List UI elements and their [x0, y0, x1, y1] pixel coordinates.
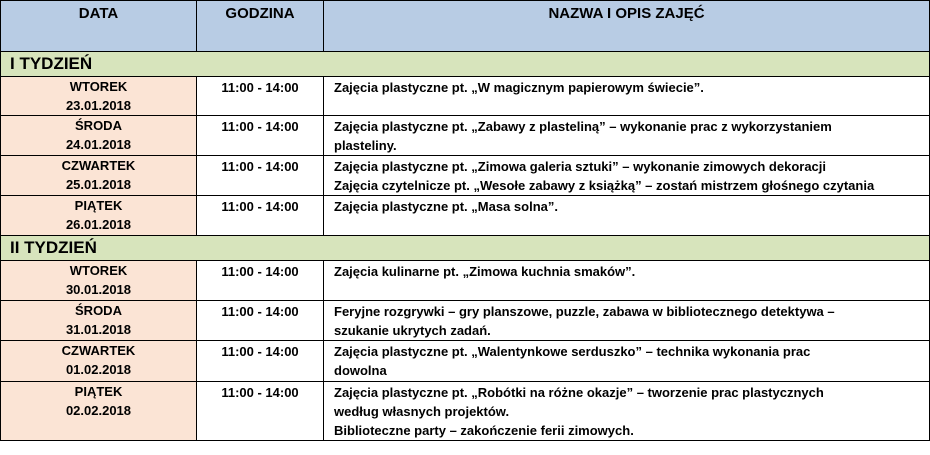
day-name: ŚRODA	[75, 118, 122, 133]
header-row	[1, 1, 930, 52]
header-description: NAZWA I OPIS ZAJĘĆ	[324, 1, 930, 52]
day-name: WTOREK	[69, 263, 128, 278]
date-cell	[1, 341, 197, 382]
date-value: 26.01.2018	[65, 217, 132, 232]
schedule-body	[1, 52, 930, 441]
day-name: ŚRODA	[75, 303, 122, 318]
description-cell	[324, 382, 930, 441]
table-row	[1, 382, 930, 441]
table-row	[1, 156, 930, 196]
week-title: II TYDZIEŃ	[1, 236, 930, 261]
description-line: Zajęcia kulinarne pt. „Zimowa kuchnia smaków”.	[334, 264, 636, 279]
description-cell	[324, 116, 930, 156]
date-value: 23.01.2018	[65, 98, 132, 113]
description-cell	[324, 341, 930, 382]
header-time: GODZINA	[197, 1, 324, 52]
table-row	[1, 261, 930, 301]
description-line: dowolna	[334, 363, 387, 378]
date-value: 25.01.2018	[65, 177, 132, 192]
description-line: Zajęcia plastyczne pt. „Zimowa galeria sztuki” – wykonanie zimowych dekoracji	[334, 159, 827, 174]
time-cell: 11:00 - 14:00	[197, 77, 324, 116]
date-value: 31.01.2018	[65, 322, 132, 337]
date-cell	[1, 382, 197, 441]
date-cell	[1, 301, 197, 341]
date-value: 24.01.2018	[65, 137, 132, 152]
description-cell	[324, 301, 930, 341]
time-cell: 11:00 - 14:00	[197, 261, 324, 301]
time-cell: 11:00 - 14:00	[197, 341, 324, 382]
table-row	[1, 116, 930, 156]
time-cell: 11:00 - 14:00	[197, 116, 324, 156]
table-row	[1, 196, 930, 236]
week-title: I TYDZIEŃ	[1, 52, 930, 77]
day-name: CZWARTEK	[61, 158, 136, 173]
description-line: Zajęcia czytelnicze pt. „Wesołe zabawy z książką” – zostań mistrzem głośnego czytania	[334, 178, 875, 193]
date-cell	[1, 196, 197, 236]
time-cell: 11:00 - 14:00	[197, 196, 324, 236]
description-line: plasteliny.	[334, 138, 397, 153]
description-cell	[324, 196, 930, 236]
date-cell	[1, 156, 197, 196]
description-line: Zajęcia plastyczne pt. „W magicznym papierowym świecie”.	[334, 80, 704, 95]
week-row	[1, 52, 930, 77]
day-name: PIĄTEK	[74, 384, 123, 399]
week-row	[1, 236, 930, 261]
day-name: WTOREK	[69, 79, 128, 94]
header-date: DATA	[1, 1, 197, 52]
date-cell	[1, 77, 197, 116]
date-value: 30.01.2018	[65, 282, 132, 297]
date-value: 01.02.2018	[65, 362, 132, 377]
description-line: według własnych projektów.	[334, 404, 510, 419]
description-line: szukanie ukrytych zadań.	[334, 323, 491, 338]
description-line: Zajęcia plastyczne pt. „Masa solna”.	[334, 199, 558, 214]
table-row	[1, 341, 930, 382]
day-name: PIĄTEK	[74, 198, 123, 213]
date-cell	[1, 261, 197, 301]
description-cell	[324, 77, 930, 116]
table-row	[1, 301, 930, 341]
date-cell	[1, 116, 197, 156]
time-cell: 11:00 - 14:00	[197, 301, 324, 341]
time-cell: 11:00 - 14:00	[197, 156, 324, 196]
description-line: Biblioteczne party – zakończenie ferii zimowych.	[334, 423, 634, 438]
description-line: Zajęcia plastyczne pt. „Zabawy z plasteliną” – wykonanie prac z wykorzystaniem	[334, 119, 832, 134]
description-line: Feryjne rozgrywki – gry planszowe, puzzle, zabawa w bibliotecznego detektywa –	[334, 304, 835, 319]
day-name: CZWARTEK	[61, 343, 136, 358]
description-cell	[324, 261, 930, 301]
description-cell	[324, 156, 930, 196]
date-value: 02.02.2018	[65, 403, 132, 418]
table-row	[1, 77, 930, 116]
description-line: Zajęcia plastyczne pt. „Robótki na różne okazje” – tworzenie prac plastycznych	[334, 385, 824, 400]
description-line: Zajęcia plastyczne pt. „Walentynkowe serduszko” – technika wykonania prac	[334, 344, 811, 359]
time-cell: 11:00 - 14:00	[197, 382, 324, 441]
